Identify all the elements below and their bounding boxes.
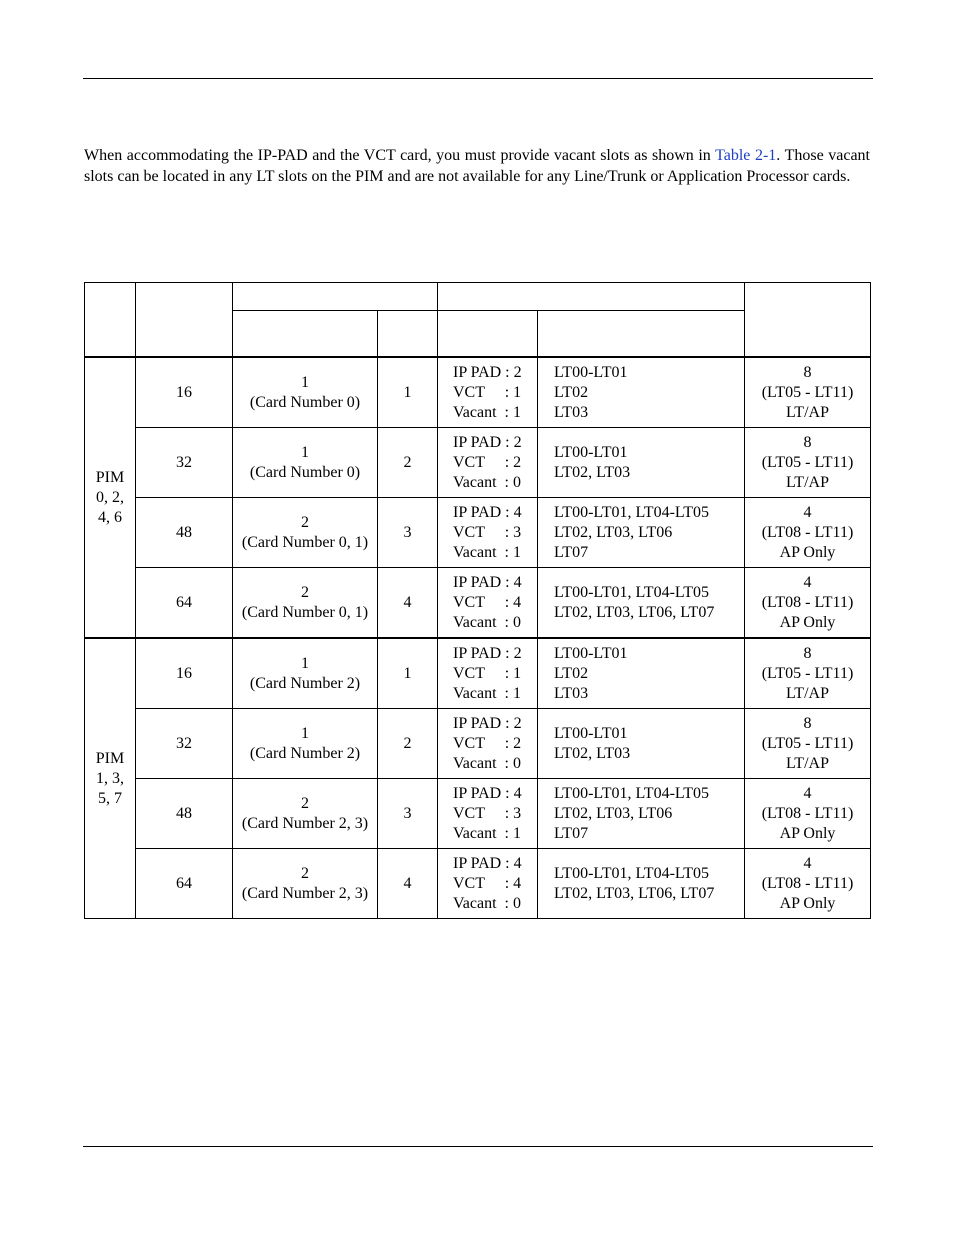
slots-line: LT02 [554,383,589,401]
card-line: 1 [301,443,309,461]
card-line: 2 [301,864,309,882]
avail-line: 4 [803,854,812,872]
card-line: (Card Number 2, 3) [241,884,369,902]
quantity-cell: 4 [378,849,438,919]
card-line: (Card Number 2, 3) [241,814,369,832]
avail-line: AP Only [779,824,836,842]
table-row [85,779,871,849]
units-line: Vacant : 0 [453,613,521,631]
units-line: VCT : 1 [453,664,522,682]
card-line: 2 [301,513,309,531]
table-row [85,357,871,428]
avail-line: LT/AP [786,403,829,421]
header-cell [378,311,438,358]
avail-line: AP Only [779,894,836,912]
table-reference-link[interactable]: Table 2-1 [715,147,777,164]
quantity-cell: 2 [378,428,438,498]
units-line: VCT : 4 [453,593,522,611]
units-line: Vacant : 1 [453,403,521,421]
card-number-cell [233,498,378,568]
available-slots-cell [745,709,871,779]
pim-group-cell [85,357,136,638]
avail-line: (LT08 - LT11) [761,523,854,541]
units-line: IP PAD : 4 [453,784,522,802]
slot-assignment-cell [538,779,745,849]
unit-breakdown-cell [438,709,538,779]
unit-breakdown-cell [438,428,538,498]
units-line: IP PAD : 2 [453,363,522,381]
slot-assignment-cell [538,849,745,919]
channel-count-cell: 16 [136,357,233,428]
intro-text-after: . Those vacant slots can be located in any LT slots on the PIM and are not available for any Line/Trunk or Application Processor cards. [84,147,870,185]
table-row [85,849,871,919]
unit-breakdown-cell [438,357,538,428]
units-line: Vacant : 1 [453,543,521,561]
channel-count-cell: 64 [136,568,233,639]
slots-line: LT03 [554,403,589,421]
slot-assignment-cell [538,638,745,709]
slots-line: LT00-LT01 [554,363,628,381]
avail-line: LT/AP [786,754,829,772]
quantity-cell: 2 [378,709,438,779]
slots-line: LT02, LT03, LT06, LT07 [554,603,715,621]
slots-line: LT00-LT01, LT04-LT05 [554,784,709,802]
units-line: IP PAD : 4 [453,573,522,591]
card-line: (Card Number 0) [249,393,361,411]
available-slots-cell [745,568,871,639]
units-line: VCT : 2 [453,453,522,471]
avail-line: 8 [803,644,812,662]
units-line: IP PAD : 2 [453,714,522,732]
slots-line: LT00-LT01 [554,644,628,662]
card-line: 1 [301,654,309,672]
card-number-cell [233,428,378,498]
slots-line: LT00-LT01, LT04-LT05 [554,503,709,521]
table-row [85,498,871,568]
avail-line: AP Only [779,613,836,631]
avail-line: 8 [803,363,812,381]
slots-line: LT00-LT01 [554,724,628,742]
slots-line: LT02, LT03, LT06 [554,804,673,822]
slots-line: LT00-LT01 [554,443,628,461]
slot-assignment-cell [538,709,745,779]
avail-line: (LT08 - LT11) [761,874,854,892]
card-number-cell [233,638,378,709]
pim-label-line: 5, 7 [98,789,122,807]
avail-line: (LT05 - LT11) [761,734,854,752]
header-cell [538,311,745,358]
available-slots-cell [745,779,871,849]
slots-line: LT00-LT01, LT04-LT05 [554,864,709,882]
table-row [85,428,871,498]
card-number-cell [233,568,378,639]
table-body [85,357,871,919]
units-line: IP PAD : 4 [453,503,522,521]
units-line: IP PAD : 2 [453,644,522,662]
channel-count-cell: 48 [136,498,233,568]
intro-text-before: When accommodating the IP-PAD and the VCT card, you must provide vacant slots as shown in [84,147,716,164]
avail-line: (LT05 - LT11) [761,664,854,682]
unit-breakdown-cell [438,498,538,568]
available-slots-cell [745,357,871,428]
card-line: 2 [301,583,309,601]
units-line: IP PAD : 2 [453,433,522,451]
avail-line: (LT08 - LT11) [761,593,854,611]
card-number-cell [233,849,378,919]
card-number-cell [233,779,378,849]
header-cell [136,283,233,358]
avail-line: (LT08 - LT11) [761,804,854,822]
card-number-cell [233,709,378,779]
pim-label-line: PIM [95,468,125,486]
slots-line: LT07 [554,543,589,561]
slots-line: LT00-LT01, LT04-LT05 [554,583,709,601]
slots-line: LT03 [554,684,589,702]
units-line: Vacant : 1 [453,824,521,842]
card-line: 1 [301,373,309,391]
units-line: VCT : 1 [453,383,522,401]
quantity-cell: 3 [378,779,438,849]
card-line: 1 [301,724,309,742]
slots-line: LT02, LT03, LT06, LT07 [554,884,715,902]
card-number-cell [233,357,378,428]
unit-breakdown-cell [438,638,538,709]
quantity-cell: 3 [378,498,438,568]
header-row-1 [85,283,871,311]
units-line: IP PAD : 4 [453,854,522,872]
table-row [85,709,871,779]
channel-count-cell: 16 [136,638,233,709]
header-cell [233,283,438,311]
table-row [85,638,871,709]
card-line: (Card Number 0, 1) [241,603,369,621]
avail-line: (LT05 - LT11) [761,383,854,401]
header-rule [83,78,873,79]
slot-assignment-cell [538,498,745,568]
avail-line: (LT05 - LT11) [761,453,854,471]
table-row [85,568,871,639]
avail-line: 4 [803,784,812,802]
pim-label-line: 1, 3, [96,769,124,787]
channel-count-cell: 32 [136,709,233,779]
header-cell [438,283,745,311]
slots-line: LT02, LT03, LT06 [554,523,673,541]
avail-line: 4 [803,573,812,591]
avail-line: 8 [803,714,812,732]
slots-line: LT02, LT03 [554,744,631,762]
unit-breakdown-cell [438,779,538,849]
available-slots-cell [745,638,871,709]
quantity-cell: 4 [378,568,438,639]
header-cell [745,283,871,358]
available-slots-cell [745,498,871,568]
channel-count-cell: 64 [136,849,233,919]
slot-assignment-cell [538,357,745,428]
footer-rule [83,1146,873,1147]
slots-line: LT07 [554,824,589,842]
pim-label-line: 4, 6 [98,508,122,526]
slots-line: LT02 [554,664,589,682]
units-line: VCT : 3 [453,804,522,822]
avail-line: 4 [803,503,812,521]
card-line: (Card Number 0, 1) [241,533,369,551]
avail-line: AP Only [779,543,836,561]
header-cell [438,311,538,358]
card-line: (Card Number 2) [249,674,361,692]
header-cell [233,311,378,358]
avail-line: LT/AP [786,684,829,702]
units-line: Vacant : 1 [453,684,521,702]
slot-assignment-cell [538,568,745,639]
units-line: VCT : 4 [453,874,522,892]
available-slots-cell [745,428,871,498]
units-line: VCT : 2 [453,734,522,752]
avail-line: 8 [803,433,812,451]
slots-line: LT02, LT03 [554,463,631,481]
card-line: 2 [301,794,309,812]
units-line: VCT : 3 [453,523,522,541]
units-line: Vacant : 0 [453,754,521,772]
units-line: Vacant : 0 [453,894,521,912]
slot-assignment-cell [538,428,745,498]
avail-line: LT/AP [786,473,829,491]
pim-group-cell [85,638,136,919]
units-line: Vacant : 0 [453,473,521,491]
quantity-cell: 1 [378,357,438,428]
vacant-slot-table [84,282,871,919]
channel-count-cell: 32 [136,428,233,498]
channel-count-cell: 48 [136,779,233,849]
pim-label-line: 0, 2, [96,488,124,506]
intro-paragraph [84,146,870,187]
available-slots-cell [745,849,871,919]
card-line: (Card Number 2) [249,744,361,762]
unit-breakdown-cell [438,568,538,639]
card-line: (Card Number 0) [249,463,361,481]
header-cell [85,283,136,358]
unit-breakdown-cell [438,849,538,919]
quantity-cell: 1 [378,638,438,709]
pim-label-line: PIM [95,749,125,767]
